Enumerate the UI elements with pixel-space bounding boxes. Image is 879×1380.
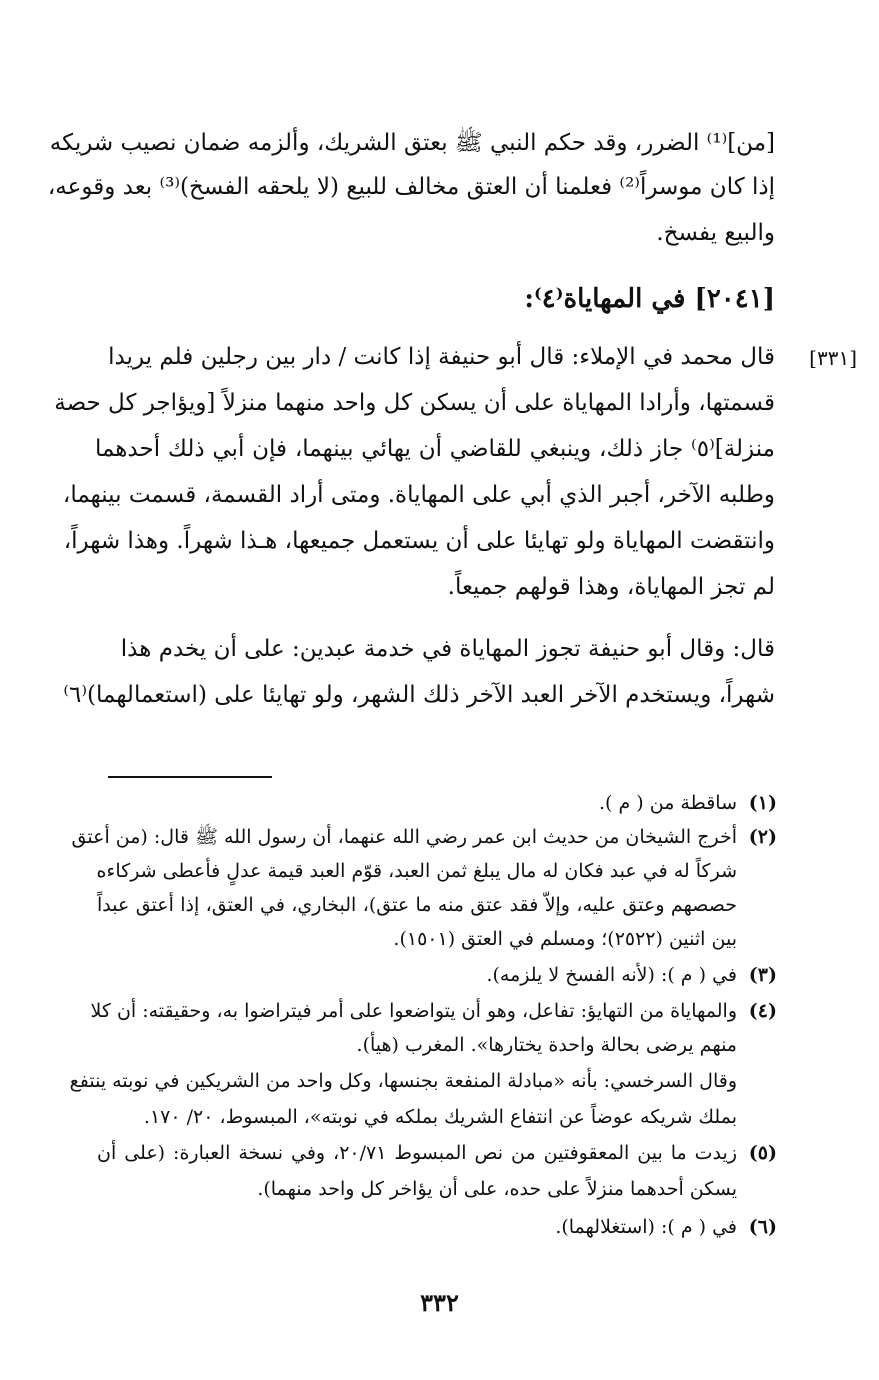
page-number: ٣٣٢ (420, 1288, 459, 1317)
body-line: قسمتها، وأرادا المهاياة على أن يسكن كل واحد منهما منزلاً [ويؤاجر كل حصة (54, 390, 775, 416)
footnote-number: (٢) (748, 826, 777, 848)
body-line: لم تجز المهاياة، وهذا قولهم جميعاً. (447, 574, 775, 600)
footnote-line: ساقطة من ( م ). (599, 792, 737, 814)
footnote-number: (٥) (748, 1142, 777, 1164)
footnote-line: منهم يرضى بحالة واحدة يختارها». المغرب (هيأ). (356, 1034, 737, 1056)
footnote-line: والمهاياة من التهايؤ: تفاعل، وهو أن يتواضعوا على أمر فيتراضوا به، وحقيقته: أن كلا (90, 1000, 737, 1022)
body-line: قال: وقال أبو حنيفة تجوز المهاياة في خدمة عبدين: على أن يخدم هذا (120, 636, 775, 662)
body-line: والبيع يفسخ. (656, 220, 775, 246)
footnote-number: (٤) (748, 1000, 777, 1022)
footnote-line: حصصهم وعتق عليه، وإلاّ فقد عتق منه ما عتق)، البخاري، في العتق، إذا أعتق عبداً (97, 894, 737, 916)
margin-page-reference: [٣٣١] (809, 346, 857, 370)
body-line: منزلة]⁽٥⁾ جاز ذلك، وينبغي للقاضي أن يهائي بينهما، فإن أبي ذلك أحدهما (95, 436, 775, 462)
body-line: وطلبه الآخر، أجبر الذي أبي على المهاياة. ومتى أراد القسمة، قسمت بينهما، (62, 482, 775, 508)
footnote-line: بملك شريكه عوضاً عن انتفاع الشريك بملكه في نوبته»، المبسوط، ٢٠/ ١٧٠. (143, 1106, 737, 1128)
section-heading: [٢٠٤١] في المهاياة⁽٤⁾: (524, 284, 775, 314)
body-line: [من]⁽¹⁾ الضرر، وقد حكم النبي ﷺ بعتق الشريك، وألزمه ضمان نصيب شريكه (49, 130, 775, 156)
footnote-separator (108, 776, 272, 778)
footnote-line: يسكن أحدهما منزلاً على حده، على أن يؤاخر كل واحد منهما). (257, 1178, 737, 1200)
footnote-number: (١) (748, 792, 777, 814)
footnote-line: بين اثنين (٢٥٢٢)؛ ومسلم في العتق (١٥٠١). (393, 928, 737, 950)
footnote-line: زيدت ما بين المعقوفتين من نص المبسوط ٢٠/٧١، وفي نسخة العبارة: (على أن (97, 1142, 737, 1164)
body-line: وانتقضت المهاياة ولو تهايئا على أن يستعمل جميعها، هـذا شهراً. وهذا شهراً، (63, 528, 775, 554)
body-line: شهراً، ويستخدم الآخر العبد الآخر ذلك الشهر، ولو تهايئا على (استعمالهما)⁽٦⁾ (63, 682, 775, 708)
footnote-line: شركاً له في عبد فكان له مال يبلغ ثمن العبد، قوّم العبد قيمة عدلٍ فأعطى شركاءه (96, 860, 737, 882)
footnote-line: وقال السرخسي: بأنه «مبادلة المنفعة بجنسها، وكل واحد من الشريكين في نوبته ينتفع (69, 1070, 737, 1092)
footnote-line: في ( م ): (استغلالهما). (555, 1216, 737, 1238)
footnote-number: (٦) (748, 1216, 777, 1238)
body-line: قال محمد في الإملاء: قال أبو حنيفة إذا كانت / دار بين رجلين فلم يريدا (108, 344, 775, 370)
footnote-line: أخرج الشيخان من حديث ابن عمر رضي الله عنهما، أن رسول الله ﷺ قال: (من أعتق (71, 826, 737, 848)
body-line: إذا كان موسراً⁽²⁾ فعلمنا أن العتق مخالف للبيع (لا يلحقه الفسخ)⁽³⁾ بعد وقوعه، (47, 174, 775, 200)
footnote-number: (٣) (748, 964, 777, 986)
footnote-line: في ( م ): (لأنه الفسخ لا يلزمه). (486, 964, 737, 986)
